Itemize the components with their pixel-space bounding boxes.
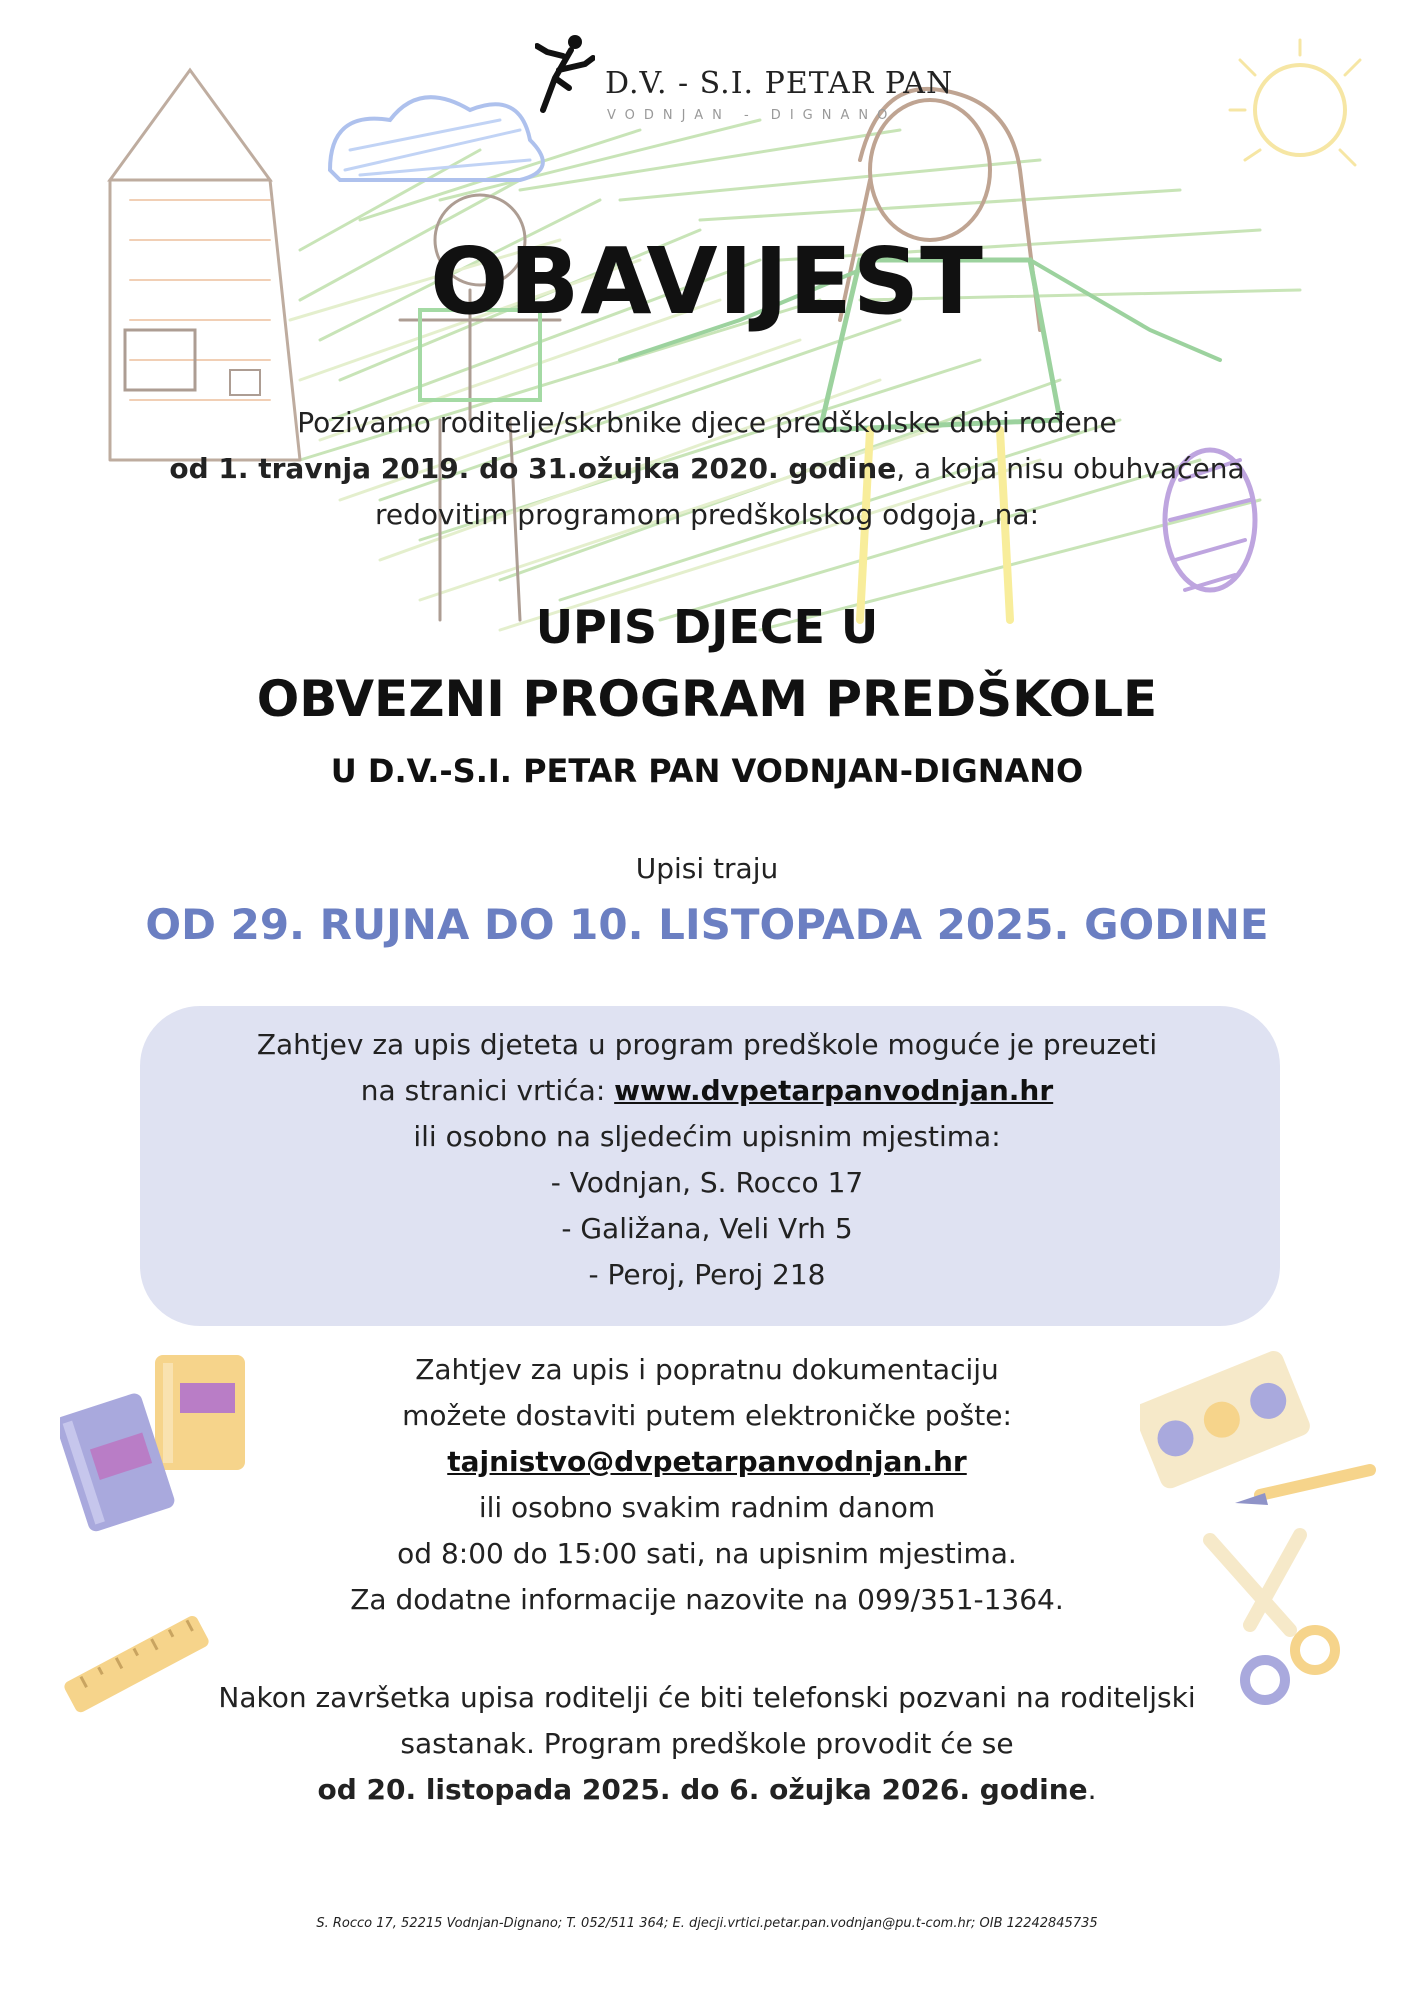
heading-line-3: U D.V.-S.I. PETAR PAN VODNJAN-DIGNANO — [330, 752, 1084, 790]
logo-subtitle: VODNJAN - DIGNANO — [607, 108, 897, 123]
location-item: - Peroj, Peroj 218 — [588, 1258, 826, 1291]
paints-scissors-illustration — [1140, 1335, 1380, 1715]
closing-line-3 — [0, 1766, 1414, 1814]
intro-line-1: Pozivamo roditelje/skrbnike djece predškolske dobi rođene — [297, 406, 1117, 439]
contact-line-1: Zahtjev za upis i popratnu dokumentaciju — [415, 1353, 999, 1386]
ruler-icon — [62, 1614, 210, 1714]
heading-line-1: UPIS DJECE U — [535, 600, 879, 654]
closing-line-1: Nakon završetka upisa roditelji će biti telefonski pozvani na roditeljski — [218, 1681, 1196, 1714]
paintbrush-icon — [1235, 1470, 1370, 1505]
enrollment-period-label: Upisi traju — [635, 852, 779, 885]
intro-line-2 — [0, 446, 1414, 492]
contact-line-6: Za dodatne informacije nazovite na 099/351-1364. — [350, 1583, 1064, 1616]
email-link[interactable]: tajnistvo@dvpetarpanvodnjan.hr — [447, 1445, 967, 1478]
footer-contact: S. Rocco 17, 52215 Vodnjan-Dignano; T. 052/511 364; E. djecji.vrtici.petar.pan.vodnjan@pu.t-com.hr; OIB 12242845735 — [316, 1916, 1098, 1931]
scissors-icon — [1210, 1535, 1335, 1700]
paint-palette-icon — [1140, 1348, 1313, 1491]
location-item: - Galižana, Veli Vrh 5 — [561, 1212, 853, 1245]
contact-line-5: od 8:00 do 15:00 sati, na upisnim mjestima. — [397, 1537, 1017, 1570]
closing-line-2: sastanak. Program predškole provodit će se — [400, 1727, 1014, 1760]
enrollment-dates: OD 29. RUJNA DO 10. LISTOPADA 2025. GODINE — [145, 900, 1269, 949]
intro-line-3: redovitim programom predškolskog odgoja, na: — [374, 498, 1039, 531]
box-line-2-prefix: na stranici vrtića: — [360, 1074, 615, 1107]
box-line-3: ili osobno na sljedećim upisnim mjestima: — [413, 1120, 1001, 1153]
contact-line-2: možete dostaviti putem elektroničke pošte: — [402, 1399, 1012, 1432]
page-title: OBAVIJEST — [430, 228, 984, 335]
contact-line-4: ili osobno svakim radnim danom — [478, 1491, 936, 1524]
books-ruler-illustration — [60, 1345, 260, 1725]
website-link[interactable]: www.dvpetarpanvodnjan.hr — [614, 1074, 1054, 1107]
flying-figure-icon — [535, 28, 595, 118]
logo-name: D.V. - S.I. PETAR PAN — [605, 66, 954, 101]
kindergarten-logo — [535, 28, 954, 128]
intro-birth-range: od 1. travnja 2019. do 31.ožujka 2020. godine — [169, 452, 897, 485]
heading-line-2: OBVEZNI PROGRAM PREDŠKOLE — [256, 670, 1158, 728]
program-dates: od 20. listopada 2025. do 6. ožujka 2026. godine — [317, 1773, 1088, 1806]
location-item: - Vodnjan, S. Rocco 17 — [550, 1166, 864, 1199]
yellow-book-icon — [155, 1355, 245, 1470]
intro-line-2-rest: , a koja nisu obuhvaćena — [896, 452, 1245, 485]
box-line-1: Zahtjev za upis djeteta u program predškole moguće je preuzeti — [256, 1028, 1158, 1061]
box-line-2 — [0, 1068, 1414, 1114]
closing-period: . — [1087, 1773, 1097, 1806]
